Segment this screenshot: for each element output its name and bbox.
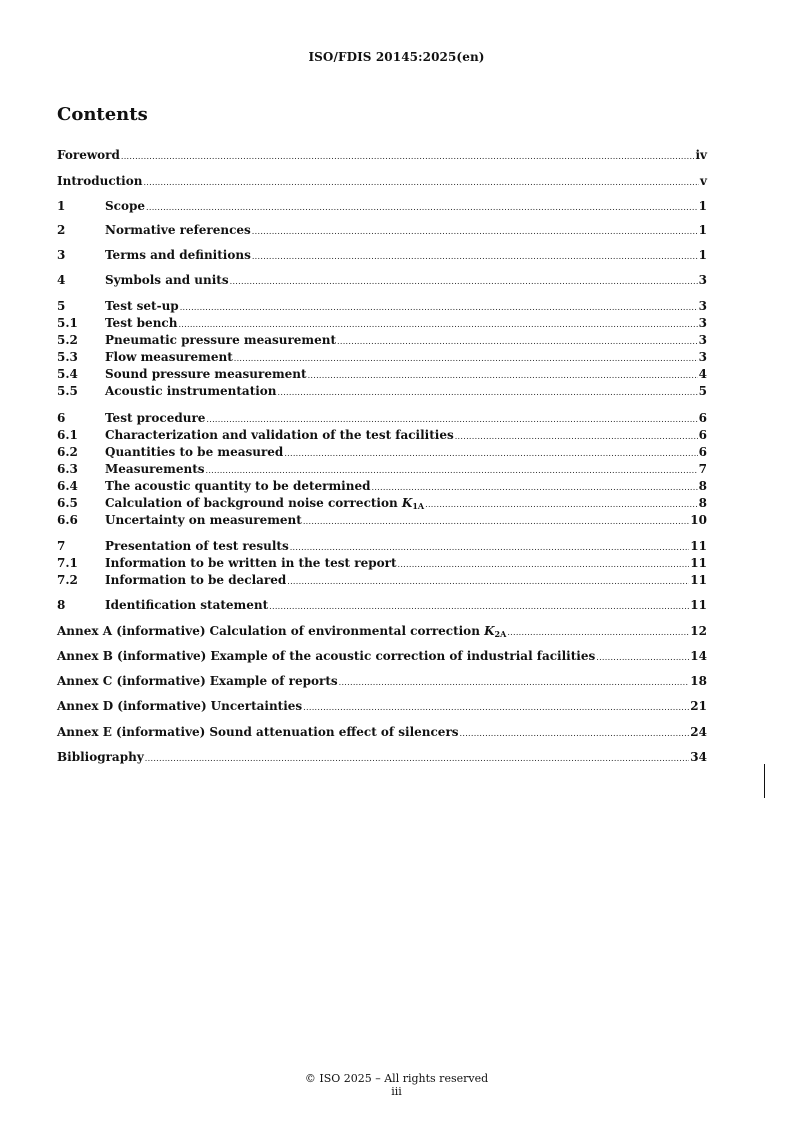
toc-entry-annex-c[interactable]	[57, 674, 707, 689]
toc-entry-page: 18	[690, 674, 707, 688]
toc-entry-acoustic-instrumentation[interactable]	[57, 384, 707, 399]
toc-entry-information-test-report[interactable]	[57, 556, 707, 571]
annex-label: Annex A (informative)	[57, 624, 206, 638]
toc-entry-bibliography[interactable]	[57, 750, 707, 765]
toc-entry-number: 6.2	[57, 445, 78, 459]
toc-entry-title: Measurements	[105, 462, 205, 476]
toc-entry-uncertainty-on-measurement[interactable]	[57, 513, 707, 528]
page-number: iii	[391, 1085, 402, 1098]
dot-leader	[596, 650, 689, 665]
toc-entry-page: v	[700, 174, 707, 188]
toc-entry-sound-pressure-measurement[interactable]	[57, 367, 707, 382]
toc-entry-title: Test procedure	[105, 411, 206, 425]
dot-leader	[252, 249, 698, 264]
symbol-k: K	[484, 624, 495, 638]
toc-entry-title	[105, 496, 424, 514]
toc-entry-characterization-and-validation[interactable]	[57, 428, 707, 443]
toc-entry-test-bench[interactable]	[57, 316, 707, 331]
toc-entry-number: 5.3	[57, 350, 78, 364]
toc-entry-number: 6.6	[57, 513, 78, 527]
toc-entry-page: 12	[690, 624, 707, 638]
toc-entry-page: 11	[690, 556, 707, 570]
toc-entry-number: 3	[57, 248, 66, 262]
toc-entry-number: 7.1	[57, 556, 78, 570]
toc-entry-title: Information to be written in the test report	[105, 556, 397, 570]
toc-entry-title: Uncertainties	[210, 699, 303, 713]
toc-entry-identification-statement[interactable]	[57, 598, 707, 613]
toc-entry-title-text: Calculation of background noise correction	[105, 496, 402, 510]
toc-entry-title: Sound pressure measurement	[105, 367, 307, 381]
dot-leader	[252, 224, 698, 239]
dot-leader	[178, 317, 697, 332]
toc-entry-page: 7	[698, 462, 707, 476]
toc-entry-acoustic-quantity[interactable]	[57, 479, 707, 494]
toc-entry-background-noise-correction[interactable]	[57, 496, 707, 511]
toc-entry-title: Example of reports	[209, 674, 338, 688]
dot-leader	[460, 726, 690, 741]
toc-entry-page: 5	[698, 384, 707, 398]
toc-entry-title-text: Calculation of environmental correction	[209, 624, 485, 638]
revision-change-bar	[764, 764, 765, 798]
toc-entry-page: 10	[690, 513, 707, 527]
symbol-k: K	[401, 496, 413, 510]
toc-entry-title: Characterization and validation of the test facilities	[105, 428, 454, 442]
dot-leader	[339, 675, 690, 690]
toc-entry-number: 7.2	[57, 573, 78, 587]
dot-leader	[230, 274, 698, 289]
dot-leader	[372, 480, 698, 495]
toc-entry-foreword[interactable]	[57, 148, 707, 163]
dot-leader	[145, 751, 690, 766]
toc-entry-number: 5.2	[57, 333, 78, 347]
toc-entry-number: 1	[57, 199, 66, 213]
annex-label: Annex B (informative)	[57, 649, 207, 663]
toc-entry-page: 6	[698, 411, 707, 425]
toc-entry-normative-references[interactable]	[57, 223, 707, 238]
toc-entry-annex-a[interactable]	[57, 624, 707, 639]
toc-entry-page: 11	[690, 598, 707, 612]
dot-leader	[180, 300, 698, 315]
dot-leader	[290, 540, 690, 555]
dot-leader	[507, 625, 689, 640]
toc-entry-title: Test bench	[105, 316, 178, 330]
toc-entry-page: 3	[698, 299, 707, 313]
toc-entry-number: 4	[57, 273, 66, 287]
toc-entry-page: 1	[698, 199, 707, 213]
toc-entry-page: 4	[698, 367, 707, 381]
toc-entry-page: 6	[698, 445, 707, 459]
page-footer	[0, 1072, 793, 1098]
annex-label: Annex D (informative)	[57, 699, 207, 713]
dot-leader	[303, 514, 689, 529]
toc-entry-flow-measurement[interactable]	[57, 350, 707, 365]
dot-leader	[425, 497, 698, 512]
toc-entry-title: Flow measurement	[105, 350, 233, 364]
toc-entry-presentation-of-test-results[interactable]	[57, 539, 707, 554]
toc-entry-title: Presentation of test results	[105, 539, 289, 553]
toc-entry-page: iv	[695, 148, 707, 162]
toc-entry-title: Information to be declared	[105, 573, 287, 587]
toc-entry-title: Acoustic instrumentation	[105, 384, 277, 398]
dot-leader	[143, 175, 699, 190]
toc-entry-information-to-be-declared[interactable]	[57, 573, 707, 588]
dot-leader	[121, 149, 695, 164]
toc-entry-title: Bibliography	[57, 750, 144, 764]
toc-entry-annex-e[interactable]	[57, 725, 707, 740]
toc-entry-title: Foreword	[57, 148, 120, 162]
toc-entry-test-procedure[interactable]	[57, 411, 707, 426]
toc-entry-title: The acoustic quantity to be determined	[105, 479, 371, 493]
toc-entry-page: 3	[698, 273, 707, 287]
dot-leader	[308, 368, 698, 383]
annex-label: Annex C (informative)	[57, 674, 206, 688]
toc-entry-number: 6.1	[57, 428, 78, 442]
toc-entry-number: 5.1	[57, 316, 78, 330]
dot-leader	[455, 429, 698, 444]
toc-entry-page: 11	[690, 539, 707, 553]
toc-entry-number: 8	[57, 598, 66, 612]
toc-entry-introduction[interactable]	[57, 174, 707, 189]
toc-entry-title: Terms and definitions	[105, 248, 251, 262]
toc-entry-scope[interactable]	[57, 199, 707, 214]
toc-entry-number: 7	[57, 539, 66, 553]
toc-entry-title: Sound attenuation effect of silencers	[209, 725, 459, 739]
toc-entry-title: Example of the acoustic correction of industrial facilities	[210, 649, 596, 663]
toc-entry-terms-and-definitions[interactable]	[57, 248, 707, 263]
toc-entry-symbols-and-units[interactable]	[57, 273, 707, 288]
toc-entry-page: 3	[698, 350, 707, 364]
toc-entry-title: Uncertainty on measurement	[105, 513, 302, 527]
toc-entry-title: Pneumatic pressure measurement	[105, 333, 337, 347]
toc-entry-page: 6	[698, 428, 707, 442]
toc-entry-number: 5.5	[57, 384, 78, 398]
toc-entry-number: 5	[57, 299, 66, 313]
toc-entry-pneumatic-pressure-measurement[interactable]	[57, 333, 707, 348]
dot-leader	[278, 385, 698, 400]
toc-entry-quantities-to-be-measured[interactable]	[57, 445, 707, 460]
toc-entry-number: 2	[57, 223, 66, 237]
toc-entry-title: Introduction	[57, 174, 143, 188]
toc-entry-number: 6.3	[57, 462, 78, 476]
toc-entry-page: 1	[698, 223, 707, 237]
toc-entry-annex-d[interactable]	[57, 699, 707, 714]
toc-entry-title: Test set-up	[105, 299, 179, 313]
dot-leader	[303, 700, 689, 715]
dot-leader	[206, 412, 697, 427]
copyright-notice: © ISO 2025 – All rights reserved	[304, 1072, 489, 1085]
toc-entry-page: 3	[698, 316, 707, 330]
toc-entry-title	[210, 624, 507, 642]
toc-entry-page: 1	[698, 248, 707, 262]
dot-leader	[146, 200, 698, 215]
dot-leader	[337, 334, 698, 349]
dot-leader	[234, 351, 698, 366]
toc-entry-page: 14	[690, 649, 707, 663]
toc-entry-page: 8	[698, 496, 707, 510]
toc-entry-annex-b[interactable]	[57, 649, 707, 664]
symbol-subscript: 2A	[494, 629, 507, 639]
toc-entry-page: 8	[698, 479, 707, 493]
symbol-subscript: 1A	[412, 501, 425, 511]
dot-leader	[397, 557, 689, 572]
dot-leader	[287, 574, 689, 589]
dot-leader	[206, 463, 698, 478]
toc-entry-number: 6.5	[57, 496, 78, 510]
toc-entry-number: 5.4	[57, 367, 78, 381]
toc-entry-number: 6.4	[57, 479, 78, 493]
dot-leader	[269, 599, 689, 614]
contents-title: Contents	[57, 104, 148, 125]
toc-entry-page: 3	[698, 333, 707, 347]
toc-entry-title: Symbols and units	[105, 273, 229, 287]
toc-entry-title: Scope	[105, 199, 146, 213]
document-id-header: ISO/FDIS 20145:2025(en)	[308, 50, 485, 64]
toc-entry-title: Quantities to be measured	[105, 445, 284, 459]
toc-entry-title: Identification statement	[105, 598, 269, 612]
toc-entry-page: 24	[690, 725, 707, 739]
toc-entry-measurements[interactable]	[57, 462, 707, 477]
toc-entry-page: 11	[690, 573, 707, 587]
toc-entry-page: 21	[690, 699, 707, 713]
annex-label: Annex E (informative)	[57, 725, 206, 739]
toc-entry-test-set-up[interactable]	[57, 299, 707, 314]
toc-entry-title: Normative references	[105, 223, 251, 237]
toc-entry-number: 6	[57, 411, 66, 425]
dot-leader	[284, 446, 697, 461]
toc-entry-page: 34	[690, 750, 707, 764]
